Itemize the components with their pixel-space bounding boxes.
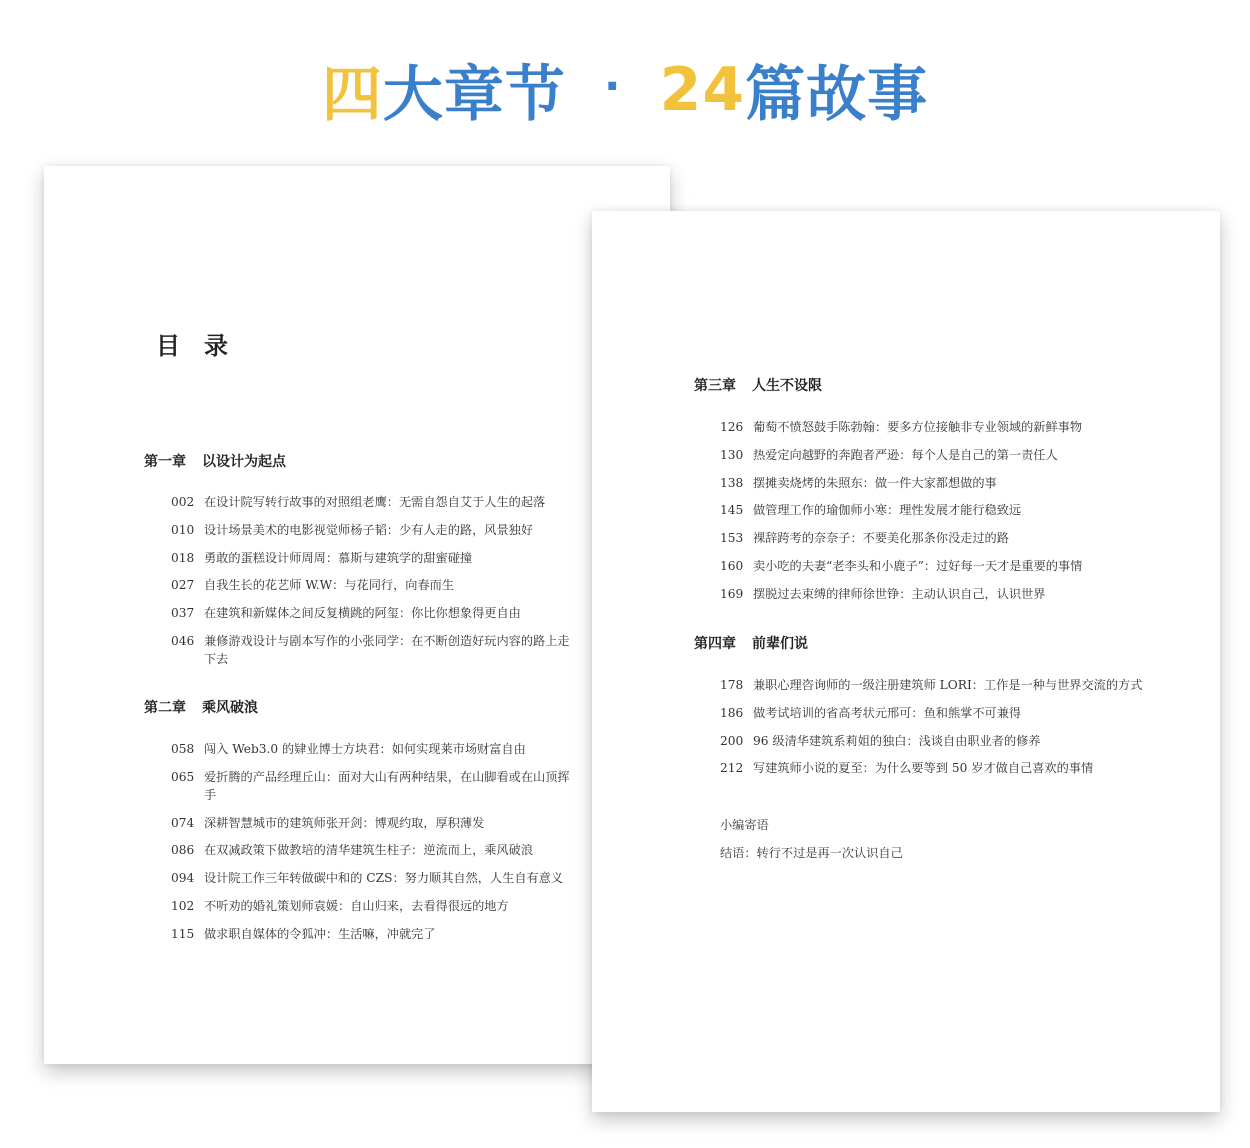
chapter-number: 第一章 bbox=[144, 454, 186, 470]
toc-entry-title: 卖小吃的夫妻“老李头和小鹿子”：过好每一天才是重要的事情 bbox=[753, 558, 1083, 573]
toc-entry-page: 138 bbox=[720, 475, 744, 490]
toc-entry bbox=[720, 704, 1160, 722]
headline-separator: · bbox=[603, 60, 622, 112]
toc-entry bbox=[720, 446, 1160, 464]
chapter-title: 人生不设限 bbox=[752, 378, 822, 394]
toc-entry bbox=[720, 585, 1160, 603]
toc-entry-page: 212 bbox=[720, 761, 744, 776]
toc-entry-title: 摆脱过去束缚的律师徐世铮：主动认识自己，认识世界 bbox=[753, 586, 1046, 601]
toc-entry-page: 027 bbox=[171, 578, 195, 593]
toc-entry-page: 178 bbox=[720, 678, 744, 692]
toc-entry bbox=[720, 474, 1160, 492]
toc-entry bbox=[171, 841, 571, 859]
toc-entry-title: 兼修游戏设计与剧本写作的小张同学：在不断创造好玩内容的路上走下去 bbox=[204, 633, 570, 666]
toc-entry-page: 102 bbox=[171, 898, 195, 913]
toc-entry-page: 130 bbox=[720, 447, 744, 462]
toc-title: 目录 bbox=[156, 331, 252, 360]
toc-entry-title: 做管理工作的瑜伽师小寒：理性发展才能行稳致远 bbox=[753, 503, 1022, 518]
toc-entry-title: 摆摊卖烧烤的朱照东：做一件大家都想做的事 bbox=[753, 475, 997, 490]
toc-entry-title: 自我生长的花艺师 W.W：与花同行，向春而生 bbox=[204, 578, 455, 593]
toc-entry-title: 设计院工作三年转做碳中和的 CZS：努力顺其自然，人生自有意义 bbox=[204, 871, 564, 886]
chapter-number: 第三章 bbox=[694, 378, 736, 394]
toc-page-right bbox=[592, 211, 1220, 1112]
toc-entry bbox=[720, 501, 1160, 519]
toc-entry-page: 160 bbox=[720, 558, 744, 573]
toc-entry-title: 勇敢的蛋糕设计师周周：慕斯与建筑学的甜蜜碰撞 bbox=[204, 550, 473, 565]
toc-entry-title: 不听劝的婚礼策划师袁媛：自山归来，去看得很远的地方 bbox=[204, 898, 509, 913]
toc-entry bbox=[171, 576, 571, 594]
toc-entry bbox=[171, 897, 571, 915]
headline bbox=[0, 50, 1250, 130]
closing-section bbox=[720, 811, 903, 867]
toc-entry bbox=[720, 557, 1160, 575]
toc-entry-page: 145 bbox=[720, 503, 744, 518]
toc-entry-title: 做考试培训的省高考状元邢可：鱼和熊掌不可兼得 bbox=[753, 705, 1022, 720]
toc-entry bbox=[720, 759, 1160, 777]
toc-entry-title: 在设计院写转行故事的对照组老鹰：无需自怨自艾于人生的起落 bbox=[204, 495, 546, 509]
toc-entry bbox=[171, 925, 571, 943]
toc-entry-page: 002 bbox=[171, 495, 195, 509]
chapter-2-heading bbox=[144, 697, 258, 717]
toc-entry-page: 058 bbox=[171, 742, 195, 756]
chapter-1-entries bbox=[171, 493, 571, 678]
toc-entry-title: 在双减政策下做教培的清华建筑生柱子：逆流而上，乘风破浪 bbox=[204, 843, 534, 858]
toc-entry-page: 126 bbox=[720, 420, 744, 434]
toc-entry bbox=[720, 676, 1160, 694]
toc-entry-title: 热爱定向越野的奔跑者严逊：每个人是自己的第一责任人 bbox=[753, 447, 1058, 462]
chapter-number: 第四章 bbox=[694, 636, 736, 652]
toc-entry-page: 186 bbox=[720, 705, 744, 720]
toc-entry bbox=[171, 814, 571, 832]
chapter-3-entries bbox=[720, 418, 1160, 613]
toc-entry bbox=[720, 418, 1160, 436]
toc-entry-title: 做求职自媒体的令狐冲：生活嘛，冲就完了 bbox=[204, 926, 436, 941]
toc-entry-title: 96 级清华建筑系莉姐的独白：浅谈自由职业者的修养 bbox=[753, 733, 1041, 748]
toc-entry-title: 葡萄不愤怒鼓手陈勃翰：要多方位接触非专业领域的新鲜事物 bbox=[753, 420, 1083, 434]
chapter-1-heading bbox=[144, 451, 286, 471]
toc-entry-title: 设计场景美术的电影视觉师杨子韬：少有人走的路，风景独好 bbox=[204, 522, 534, 537]
toc-entry bbox=[171, 493, 571, 511]
toc-entry-title: 爱折腾的产品经理丘山：面对大山有两种结果，在山脚看或在山顶挥手 bbox=[204, 769, 570, 802]
toc-page-left bbox=[44, 166, 670, 1064]
toc-entry bbox=[171, 632, 571, 668]
toc-entry-title: 兼职心理咨询师的一级注册建筑师 LORI：工作是一种与世界交流的方式 bbox=[753, 678, 1143, 692]
toc-entry-page: 169 bbox=[720, 586, 744, 601]
headline-stories: 篇故事 bbox=[745, 60, 929, 130]
toc-entry bbox=[171, 768, 571, 804]
toc-entry-page: 010 bbox=[171, 522, 195, 537]
chapter-4-heading bbox=[694, 633, 808, 653]
conclusion: 结语：转行不过是再一次认识自己 bbox=[720, 846, 903, 860]
headline-four: 四 bbox=[321, 60, 383, 130]
headline-chapters: 大章节 bbox=[382, 60, 566, 130]
toc-entry-page: 115 bbox=[171, 926, 195, 941]
headline-24: 24 bbox=[659, 55, 746, 125]
toc-entry bbox=[171, 869, 571, 887]
editor-note: 小编寄语 bbox=[720, 818, 769, 832]
toc-entry-page: 094 bbox=[171, 871, 195, 886]
chapter-2-entries bbox=[171, 740, 571, 953]
toc-entry bbox=[720, 529, 1160, 547]
toc-entry bbox=[171, 740, 571, 758]
toc-entry-page: 200 bbox=[720, 733, 744, 748]
toc-entry-page: 153 bbox=[720, 531, 744, 546]
toc-entry-page: 018 bbox=[171, 550, 195, 565]
toc-entry-page: 046 bbox=[171, 633, 195, 648]
toc-entry-title: 裸辞跨考的奈奈子：不要美化那条你没走过的路 bbox=[753, 531, 1009, 546]
toc-entry bbox=[171, 604, 571, 622]
toc-entry-title: 写建筑师小说的夏至：为什么要等到 50 岁才做自己喜欢的事情 bbox=[753, 761, 1094, 776]
chapter-4-entries bbox=[720, 676, 1160, 787]
toc-entry-title: 深耕智慧城市的建筑师张开剑：博观约取，厚积薄发 bbox=[204, 815, 485, 830]
toc-entry-page: 074 bbox=[171, 815, 195, 830]
toc-entry-page: 065 bbox=[171, 769, 195, 784]
chapter-number: 第二章 bbox=[144, 700, 186, 716]
chapter-title: 乘风破浪 bbox=[202, 700, 258, 716]
chapter-3-heading bbox=[694, 375, 822, 395]
toc-entry-page: 086 bbox=[171, 843, 195, 858]
chapter-title: 以设计为起点 bbox=[202, 454, 286, 470]
chapter-title: 前辈们说 bbox=[752, 636, 808, 652]
toc-entry bbox=[171, 521, 571, 539]
toc-entry bbox=[720, 732, 1160, 750]
toc-entry bbox=[171, 549, 571, 567]
toc-entry-title: 闯入 Web3.0 的肄业博士方块君：如何实现莱市场财富自由 bbox=[204, 742, 526, 756]
toc-entry-page: 037 bbox=[171, 606, 195, 621]
toc-entry-title: 在建筑和新媒体之间反复横跳的阿玺：你比你想象得更自由 bbox=[204, 606, 521, 621]
